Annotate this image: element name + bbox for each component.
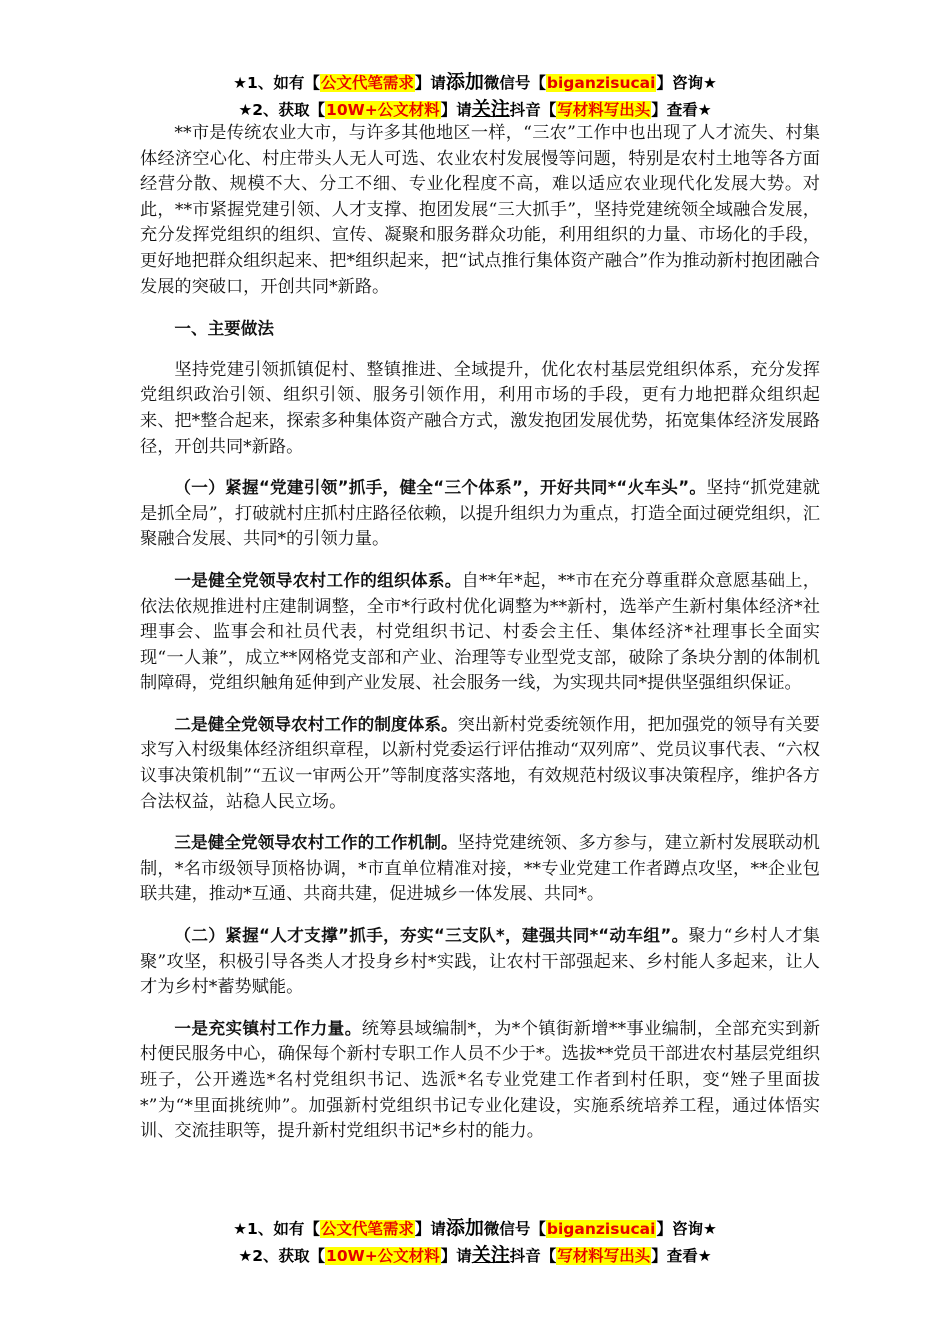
promo-line-1: ★1、如有【公文代笔需求】请添加微信号【biganzisucai】咨询★ xyxy=(233,1217,717,1239)
intro-paragraph: **市是传统农业大市，与许多其他地区一样，“三农”工作中也出现了人才流失、村集体经济空心化、村庄带头人无人可选、农业农村发展慢等问题，特别是农村土地等各方面经营分散、规模不大、分工不细、专业化程度不高，难以适应农业现代化发展大势。对此，**市紧握党建引领、人才支撑、抱团发展“三大抓手”，坚持党建统领全域融合发展，充分发挥党组织的组织、宣传、凝聚和服务群众功能，利用组织的力量、市场化的手段，更好地把群众组织起来、把*组织起来，把“试点推行集体资产融合”作为推动新村抱团融合发展的突破口，开创共同*新路。 xyxy=(140,123,820,297)
promo-banner-top xyxy=(140,69,810,123)
subsection-paragraph-2: （二）紧握“人才支撑”抓手，夯实“三支队*，建强共同*“动车组”。聚力“乡村人才集聚”攻坚，积极引导各类人才投身乡村*实践，让农村干部强起来、乡村能人多起来，让人才为乡村*蓄势赋能。 xyxy=(140,926,820,998)
highlight-wechat-id: biganzisucai xyxy=(546,74,656,92)
highlight-douyin: 写材料写出头 xyxy=(557,101,651,119)
highlight-service: 公文代笔需求 xyxy=(320,1220,414,1238)
highlight-douyin: 写材料写出头 xyxy=(557,1247,651,1265)
item-paragraph: 一是健全党领导农村工作的组织体系。自**年*起，**市在充分尊重群众意愿基础上，依法依规推进村庄建制调整，全市*行政村优化调整为**新村，选举产生新村集体经济*社理事会、监事会和社员代表，村党组织书记、村委会主任、集体经济*社理事长全面实现“一人兼”，成立**网格党支部和产业、治理等专业型党支部，破除了条块分割的体制机制障碍，党组织触角延伸到产业发展、社会服务一线，为实现共同*提供坚强组织保证。 xyxy=(140,570,820,694)
document-body xyxy=(140,121,820,1160)
subsection-paragraph-1: （一）紧握“党建引领”抓手，健全“三个体系”，开好共同*“火车头”。坚持“抓党建就是抓全局”，打破就村庄抓村庄路径依赖，以提升组织力为重点，打造全面过硬党组织，汇聚融合发展、共同*的引领力量。 xyxy=(140,478,820,550)
paragraph: 坚持党建引领抓镇促村、整镇推进、全域提升，优化农村基层党组织体系，充分发挥党组织政治引领、组织引领、服务引领作用，利用市场的手段，更有力地把群众组织起来、把*整合起来，探索多种集体资产融合方式，激发抱团发展优势，拓宽集体经济发展路径，开创共同*新路。 xyxy=(140,359,820,457)
promo-line-2: ★2、获取【10W+公文材料】请关注抖音【写材料写出头】查看★ xyxy=(238,1244,712,1266)
promo-line-2: ★2、获取【10W+公文材料】请关注抖音【写材料写出头】查看★ xyxy=(238,98,712,120)
section-heading: 一、主要做法 xyxy=(174,319,274,339)
item-paragraph: 一是充实镇村工作力量。统筹县域编制*，为*个镇街新增**事业编制，全部充实到新村便民服务中心，确保每个新村专职工作人员不少于*。选拔**党员干部进农村基层党组织班子，公开遴选*名村党组织书记、选派*名专业党建工作者到村任职，变“矬子里面拔*”为“*里面挑统帅”。加强新村党组织书记专业化建设，实施系统培养工程，通过体悟实训、交流挂职等，提升新村党组织书记*乡村的能力。 xyxy=(140,1018,820,1142)
promo-banner-bottom xyxy=(140,1215,810,1269)
highlight-materials: 10W+公文材料 xyxy=(326,1247,440,1265)
highlight-wechat-id: biganzisucai xyxy=(546,1220,656,1238)
item-paragraph: 三是健全党领导农村工作的工作机制。坚持党建统领、多方参与，建立新村发展联动机制，*名市级领导顶格协调，*市直单位精准对接，**专业党建工作者蹲点攻坚，**企业包联共建，推动*互通、共商共建，促进城乡一体发展、共同*。 xyxy=(140,833,820,905)
item-paragraph: 二是健全党领导农村工作的制度体系。突出新村党委统领作用，把加强党的领导有关要求写入村级集体经济组织章程，以新村党委运行评估推动“双列席”、党员议事代表、“六权议事决策机制”“五议一审两公开”等制度落实落地，有效规范村级议事决策程序，维护各方合法权益，站稳人民立场。 xyxy=(140,714,820,812)
promo-line-1: ★1、如有【公文代笔需求】请添加微信号【biganzisucai】咨询★ xyxy=(233,71,717,93)
highlight-materials: 10W+公文材料 xyxy=(326,101,440,119)
highlight-service: 公文代笔需求 xyxy=(320,74,414,92)
